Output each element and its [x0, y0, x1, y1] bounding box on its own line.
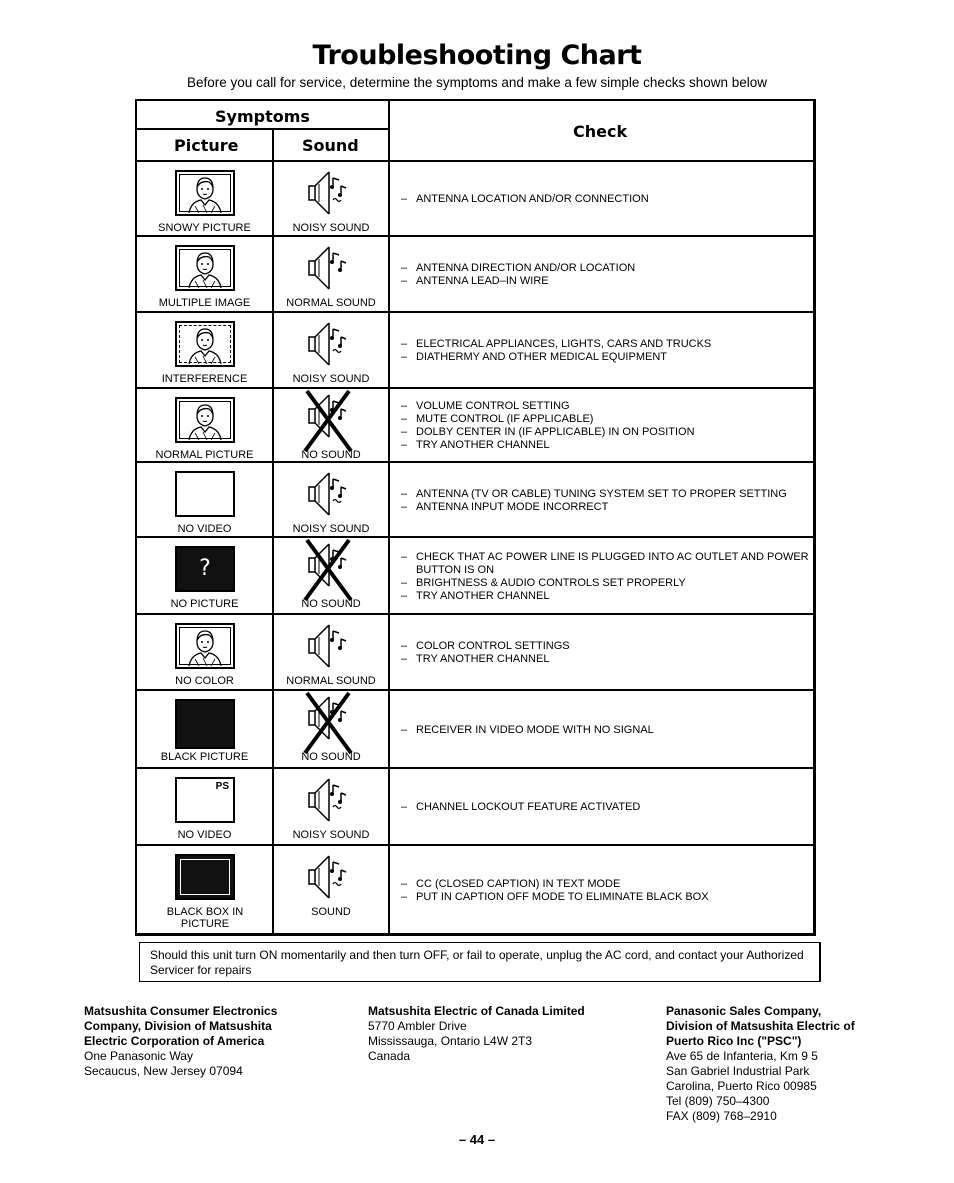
- tv-screen-icon: [175, 854, 235, 900]
- check-list: [401, 193, 811, 206]
- check-item: – ELECTRICAL APPLIANCES, LIGHTS, CARS AND TRUCKS: [401, 338, 811, 351]
- table-row: [137, 389, 814, 463]
- check-item: – TRY ANOTHER CHANNEL: [401, 590, 811, 603]
- address-puerto-rico-name: Panasonic Sales Company, Division of Matsushita Electric of Puerto Rico Inc ("PSC"): [666, 1004, 855, 1048]
- check-list: [401, 724, 811, 737]
- tv-screen-icon: [175, 245, 235, 291]
- picture-symptom-label: NO PICTURE: [170, 598, 239, 610]
- tv-screen-icon: [175, 546, 235, 592]
- face-icon: [185, 250, 225, 288]
- check-item: – PUT IN CAPTION OFF MODE TO ELIMINATE BLACK BOX: [401, 891, 811, 904]
- check-list: [401, 801, 811, 814]
- table-row: [137, 769, 814, 846]
- tv-screen-icon: [175, 321, 235, 367]
- address-canada-line: Canada: [368, 1049, 411, 1063]
- tv-screen-icon: [175, 471, 235, 517]
- address-usa-name: Matsushita Consumer Electronics Company, Division of Matsushita Electric Corporation of America: [84, 1004, 278, 1048]
- picture-symptom-label: NO VIDEO: [177, 829, 232, 841]
- check-list: [401, 551, 811, 603]
- troubleshooting-table: [135, 99, 816, 936]
- picture-symptom-label: MULTIPLE IMAGE: [158, 297, 251, 309]
- sound-symptom-label: NORMAL SOUND: [286, 297, 376, 309]
- check-list: [401, 338, 811, 364]
- check-item: – ANTENNA INPUT MODE INCORRECT: [401, 501, 811, 514]
- address-puerto-rico-line: Carolina, Puerto Rico 00985: [666, 1079, 817, 1093]
- tv-screen-icon: [175, 170, 235, 216]
- face-icon: [185, 628, 225, 666]
- tv-screen-icon: [175, 777, 235, 823]
- sound-symptom-label: NOISY SOUND: [292, 222, 370, 234]
- check-list: [401, 878, 811, 904]
- check-item: – CHANNEL LOCKOUT FEATURE ACTIVATED: [401, 801, 811, 814]
- check-item: – BRIGHTNESS & AUDIO CONTROLS SET PROPERLY: [401, 577, 811, 590]
- service-note: Should this unit turn ON momentarily and then turn OFF, or fail to operate, unplug the AC cord, and contact your Authorized Servicer for repairs: [139, 942, 821, 982]
- check-item: – ANTENNA LEAD–IN WIRE: [401, 275, 811, 288]
- sound-symptom-label: NOISY SOUND: [292, 373, 370, 385]
- check-item: – VOLUME CONTROL SETTING: [401, 400, 811, 413]
- table-row: [137, 162, 814, 237]
- sound-symptom-label: NOISY SOUND: [292, 829, 370, 841]
- picture-symptom-label: BLACK PICTURE: [160, 751, 249, 763]
- tv-screen-icon: [175, 699, 235, 749]
- sound-symptom-label: NO SOUND: [301, 598, 361, 610]
- table-row: [137, 846, 814, 935]
- address-puerto-rico-line: Ave 65 de Infanteria, Km 9 5: [666, 1049, 818, 1063]
- address-puerto-rico: [666, 1004, 871, 1124]
- check-item: – COLOR CONTROL SETTINGS: [401, 640, 811, 653]
- address-puerto-rico-line: San Gabriel Industrial Park: [666, 1064, 810, 1078]
- check-list: [401, 640, 811, 666]
- page-title: Troubleshooting Chart: [312, 40, 642, 71]
- address-canada-line: Mississauga, Ontario L4W 2T3: [368, 1034, 533, 1048]
- sound-symptom-label: NORMAL SOUND: [286, 675, 376, 687]
- picture-symptom-label: BLACK BOX IN PICTURE: [166, 906, 244, 930]
- page-number: – 44 –: [458, 1132, 496, 1147]
- picture-symptom-label: INTERFERENCE: [161, 373, 248, 385]
- check-item: – ANTENNA DIRECTION AND/OR LOCATION: [401, 262, 811, 275]
- address-usa-line: Secaucus, New Jersey 07094: [84, 1064, 243, 1078]
- check-item: – ANTENNA LOCATION AND/OR CONNECTION: [401, 193, 811, 206]
- picture-symptom-label: SNOWY PICTURE: [158, 222, 251, 234]
- picture-symptom-label: NORMAL PICTURE: [155, 449, 254, 461]
- address-canada: [368, 1004, 585, 1064]
- table-row: [137, 313, 814, 389]
- table-row: [137, 463, 814, 538]
- check-list: [401, 400, 811, 452]
- header-divider: [137, 128, 388, 130]
- check-item: – TRY ANOTHER CHANNEL: [401, 439, 811, 452]
- check-item: – TRY ANOTHER CHANNEL: [401, 653, 811, 666]
- channel-lock-symbol: PS: [215, 781, 229, 792]
- table-row: [137, 237, 814, 313]
- check-list: [401, 262, 811, 288]
- address-puerto-rico-line: FAX (809) 768–2910: [666, 1109, 777, 1123]
- address-canada-name: Matsushita Electric of Canada Limited: [368, 1004, 585, 1018]
- question-mark-icon: ?: [199, 556, 211, 581]
- picture-symptom-label: NO VIDEO: [177, 523, 232, 535]
- table-row: [137, 615, 814, 691]
- check-item: – MUTE CONTROL (IF APPLICABLE): [401, 413, 811, 426]
- sound-symptom-label: NO SOUND: [301, 449, 361, 461]
- sound-header: Sound: [302, 136, 359, 155]
- column-divider-sound: [272, 130, 274, 162]
- tv-screen-icon: [175, 397, 235, 443]
- address-usa-line: One Panasonic Way: [84, 1049, 193, 1063]
- check-item: – CC (CLOSED CAPTION) IN TEXT MODE: [401, 878, 811, 891]
- address-canada-line: 5770 Ambler Drive: [368, 1019, 467, 1033]
- check-item: – DOLBY CENTER IN (IF APPLICABLE) IN ON POSITION: [401, 426, 811, 439]
- tv-screen-icon: [175, 623, 235, 669]
- check-item: – DIATHERMY AND OTHER MEDICAL EQUIPMENT: [401, 351, 811, 364]
- check-list: [401, 488, 811, 514]
- check-header: Check: [573, 122, 628, 141]
- picture-symptom-label: NO COLOR: [175, 675, 234, 687]
- face-icon: [185, 326, 225, 364]
- face-icon: [185, 175, 225, 213]
- check-item: – CHECK THAT AC POWER LINE IS PLUGGED INTO AC OUTLET AND POWER BUTTON IS ON: [401, 551, 811, 577]
- picture-header: Picture: [174, 136, 239, 155]
- check-item: – RECEIVER IN VIDEO MODE WITH NO SIGNAL: [401, 724, 811, 737]
- face-icon: [185, 402, 225, 440]
- check-item: – ANTENNA (TV OR CABLE) TUNING SYSTEM SET TO PROPER SETTING: [401, 488, 811, 501]
- symptoms-header: Symptoms: [215, 107, 310, 126]
- table-row: [137, 538, 814, 615]
- page-subtitle: Before you call for service, determine the symptoms and make a few simple checks shown below: [186, 75, 767, 90]
- sound-symptom-label: NO SOUND: [301, 751, 361, 763]
- address-puerto-rico-line: Tel (809) 750–4300: [666, 1094, 770, 1108]
- table-row: [137, 691, 814, 769]
- address-usa: [84, 1004, 314, 1079]
- sound-symptom-label: SOUND: [311, 906, 351, 918]
- sound-symptom-label: NOISY SOUND: [292, 523, 370, 535]
